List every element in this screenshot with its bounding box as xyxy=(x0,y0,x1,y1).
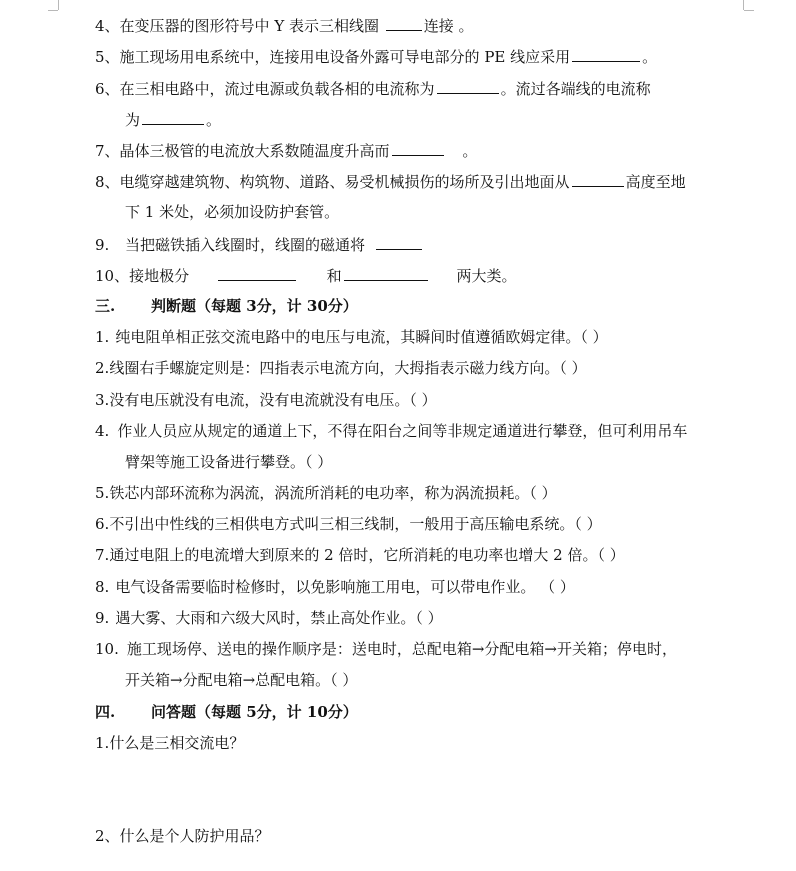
fill-blank-item-6-cont xyxy=(125,109,776,130)
item-text-after: 。 xyxy=(206,111,222,129)
item-number: 2、 xyxy=(95,827,120,845)
item-text-after: 。 xyxy=(462,142,478,160)
item-number: 7. xyxy=(95,546,110,564)
item-text: 当把磁铁插入线圈时，线圈的磁通将 xyxy=(125,236,366,254)
item-text-after: 。 xyxy=(642,48,658,66)
qa-item-1 xyxy=(95,733,776,753)
answer-blank[interactable] xyxy=(437,78,499,94)
item-text: 下 1 米处，必须加设防护套管。 xyxy=(125,203,340,221)
section-title: 问答题（每题 5分，计 10分） xyxy=(151,703,358,721)
item-text: 线圈右手螺旋定则是：四指表示电流方向，大拇指表示磁力线方向。（ ） xyxy=(109,359,587,377)
item-text: 施工现场用电系统中，连接用电设备外露可导电部分的 PE 线应采用 xyxy=(119,48,571,66)
item-text: 开关箱→分配电箱→总配电箱。（ ） xyxy=(125,671,358,689)
section-number: 四. xyxy=(95,703,116,721)
item-text-after: 连接 。 xyxy=(423,17,474,35)
answer-blank[interactable] xyxy=(572,46,640,62)
item-text-mid: 和 xyxy=(326,267,342,285)
section-title: 判断题（每题 3分，计 30分） xyxy=(151,297,358,315)
judgment-item-7 xyxy=(95,545,776,565)
fill-blank-item-9 xyxy=(95,234,776,255)
item-text: 在变压器的图形符号中 Y 表示三相线圈 xyxy=(119,17,379,35)
item-text-after: 两大类。 xyxy=(456,267,517,285)
judgment-item-5 xyxy=(95,483,776,503)
item-number: 9. xyxy=(95,236,110,254)
item-text: 什么是三相交流电？ xyxy=(109,734,245,752)
qa-item-2 xyxy=(95,826,776,846)
item-text-after: 。流过各端线的电流称 xyxy=(500,80,651,98)
item-text: 施工现场停、送电的操作顺序是：送电时，总配电箱→分配电箱→开关箱；停电时， xyxy=(126,640,677,658)
section-number: 三. xyxy=(95,297,116,315)
item-number: 7、 xyxy=(95,142,120,160)
item-number: 6. xyxy=(95,515,110,533)
item-number: 3. xyxy=(95,391,110,409)
crop-mark-right-v xyxy=(743,0,744,10)
item-text: 为 xyxy=(125,111,141,129)
crop-mark-right-h xyxy=(744,10,754,11)
item-text: 接地极分 xyxy=(129,267,190,285)
item-text: 晶体三极管的电流放大系数随温度升高而 xyxy=(119,142,390,160)
item-text: 纯电阻单相正弦交流电路中的电压与电流，其瞬间时值遵循欧姆定律。（ ） xyxy=(115,328,608,346)
item-number: 10. xyxy=(95,640,119,658)
item-text: 通过电阻上的电流增大到原来的 2 倍时，它所消耗的电功率也增大 2 倍。（ ） xyxy=(109,546,625,564)
judgment-item-10-cont xyxy=(125,670,776,690)
item-text: 臂架等施工设备进行攀登。（ ） xyxy=(125,453,333,471)
fill-blank-item-7 xyxy=(95,140,776,161)
answer-blank[interactable] xyxy=(344,265,428,281)
item-text: 什么是个人防护用品？ xyxy=(119,827,270,845)
judgment-item-2 xyxy=(95,358,776,378)
fill-blank-item-5 xyxy=(95,46,776,67)
judgment-item-8 xyxy=(95,577,776,597)
item-number: 6、 xyxy=(95,80,120,98)
item-number: 8、 xyxy=(95,173,120,191)
answer-blank[interactable] xyxy=(572,171,624,187)
fill-blank-item-4 xyxy=(95,15,776,36)
answer-blank[interactable] xyxy=(392,140,444,156)
item-number: 4、 xyxy=(95,17,120,35)
item-text: 电缆穿越建筑物、构筑物、道路、易受机械损伤的场所及引出地面从 xyxy=(119,173,570,191)
item-number: 1. xyxy=(95,328,110,346)
item-number: 5. xyxy=(95,484,110,502)
item-text: 遇大雾、大雨和六级大风时，禁止高处作业。（ ） xyxy=(115,609,443,627)
judgment-item-6 xyxy=(95,514,776,534)
crop-mark-left-v xyxy=(58,0,59,10)
fill-blank-item-8 xyxy=(95,171,776,192)
item-text: 不引出中性线的三相供电方式叫三相三线制，一般用于高压输电系统。（ ） xyxy=(109,515,602,533)
item-text: 没有电压就没有电流，没有电流就没有电压。（ ） xyxy=(109,391,437,409)
item-number: 8. xyxy=(95,578,110,596)
section-heading-judgment xyxy=(95,296,776,316)
item-text: 电气设备需要临时检修时，以免影响施工用电，可以带电作业。 （ ） xyxy=(115,578,575,596)
fill-blank-item-8-cont xyxy=(125,202,776,222)
item-text: 作业人员应从规定的通道上下，不得在阳台之间等非规定通道进行攀登，但可利用吊车 xyxy=(117,422,688,440)
judgment-item-3 xyxy=(95,390,776,410)
answer-blank[interactable] xyxy=(376,234,422,250)
item-text-after: 高度至地 xyxy=(625,173,686,191)
item-number: 2. xyxy=(95,359,110,377)
item-number: 1. xyxy=(95,734,110,752)
judgment-item-9 xyxy=(95,608,776,628)
item-number: 10、 xyxy=(95,267,130,285)
fill-blank-item-6 xyxy=(95,78,776,99)
item-number: 5、 xyxy=(95,48,120,66)
fill-blank-item-10 xyxy=(95,265,776,286)
crop-mark-left-h xyxy=(48,10,58,11)
answer-blank[interactable] xyxy=(386,15,422,31)
judgment-item-1 xyxy=(95,327,776,347)
item-text: 在三相电路中，流过电源或负载各相的电流称为 xyxy=(119,80,435,98)
judgment-item-10 xyxy=(95,639,776,659)
answer-blank[interactable] xyxy=(142,109,204,125)
judgment-item-4-cont xyxy=(125,452,776,472)
item-text: 铁芯内部环流称为涡流，涡流所消耗的电功率，称为涡流损耗。（ ） xyxy=(109,484,557,502)
item-number: 9. xyxy=(95,609,110,627)
item-number: 4. xyxy=(95,422,110,440)
answer-blank[interactable] xyxy=(218,265,296,281)
judgment-item-4 xyxy=(95,421,776,441)
section-heading-qa xyxy=(95,702,776,722)
